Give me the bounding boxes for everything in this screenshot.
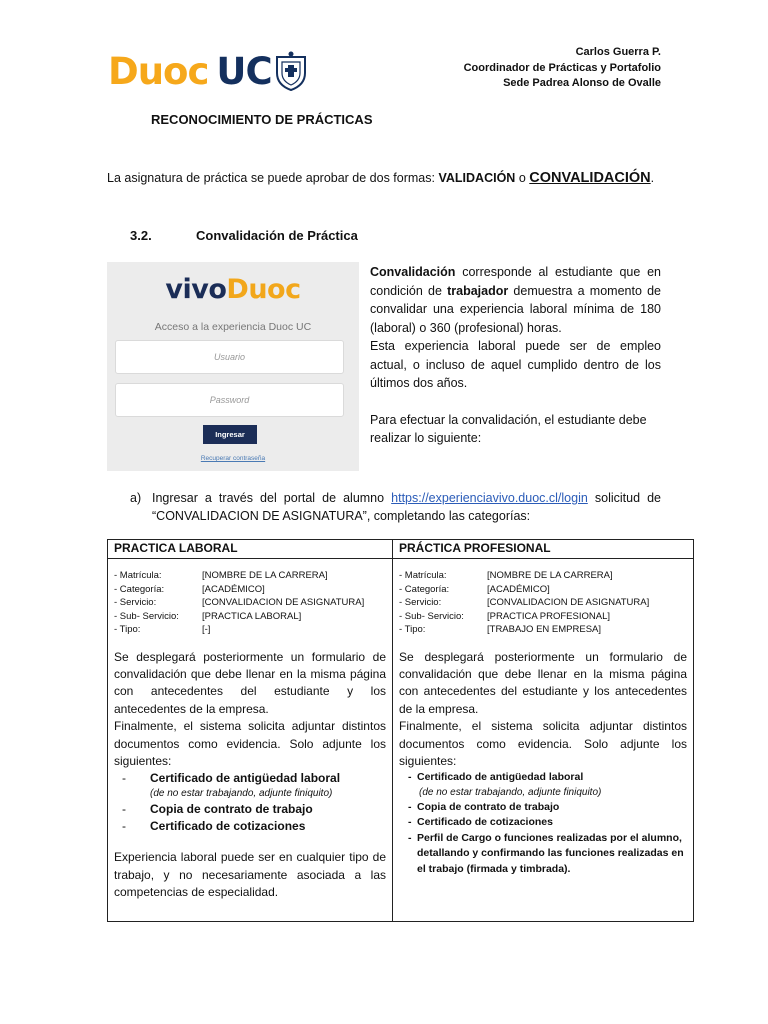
document-title: RECONOCIMIENTO DE PRÁCTICAS bbox=[151, 112, 373, 127]
field-value: [ACADÉMICO] bbox=[487, 583, 550, 595]
document-name: Copia de contrato de trabajo bbox=[417, 800, 560, 813]
intro-text: La asignatura de práctica se puede aprobar de dos formas: bbox=[107, 171, 435, 185]
term-convalidacion: Convalidación bbox=[370, 265, 456, 279]
description-paragraph-2: Esta experiencia laboral puede ser de empleo actual, o incluso de aquel cumplido dentro de los últimos dos años. bbox=[370, 339, 661, 390]
password-input[interactable]: Password bbox=[115, 383, 344, 417]
logo-duoc-text: Duoc bbox=[108, 49, 209, 93]
step-text-2: solicitud de “CONVALIDACION DE ASIGNATURA”, completando las categorías: bbox=[152, 491, 661, 523]
list-item: - Perfil de Cargo o funciones realizadas por el alumno, detallando y confirmando las funciones realizadas en el trabajo (firmada y timbrada). bbox=[399, 831, 687, 878]
vivo-logo-part2: Duoc bbox=[226, 274, 301, 305]
author-role: Coordinador de Prácticas y Portafolio bbox=[463, 61, 661, 74]
field-key: - Categoría: bbox=[399, 583, 450, 595]
list-item: - Copia de contrato de trabajo bbox=[399, 800, 687, 816]
description-paragraph-3: Para efectuar la convalidación, el estudiante debe realizar lo siguiente: bbox=[370, 412, 647, 445]
cell-practica-profesional bbox=[393, 559, 694, 922]
login-subtitle: Acceso a la experiencia Duoc UC bbox=[154, 321, 312, 333]
field-value: [PRACTICA LABORAL] bbox=[202, 610, 302, 622]
description-text-2: demuestra a momento de convalidar una experiencia laboral mínima de 180 (laboral) o 360 (profesional) horas. bbox=[370, 283, 661, 335]
list-item: - Certificado de cotizaciones bbox=[399, 815, 687, 831]
document-name: Certificado de cotizaciones bbox=[150, 819, 306, 834]
field-key: - Tipo: bbox=[114, 624, 141, 635]
intro-option-convalidacion: CONVALIDACIÓN bbox=[529, 170, 651, 186]
category-fields-profesional bbox=[399, 569, 687, 637]
vivoduoc-logo bbox=[107, 274, 359, 305]
duoc-uc-logo bbox=[108, 46, 308, 96]
document-name: Copia de contrato de trabajo bbox=[150, 802, 313, 817]
cell-practica-laboral bbox=[108, 559, 393, 922]
field-row bbox=[114, 610, 386, 624]
required-documents-profesional bbox=[399, 770, 687, 877]
login-button[interactable]: Ingresar bbox=[203, 425, 257, 444]
header-practica-profesional: PRÁCTICA PROFESIONAL bbox=[393, 540, 694, 559]
field-value: [-] bbox=[202, 624, 211, 635]
field-key: - Sub- Servicio: bbox=[399, 610, 464, 622]
field-row bbox=[399, 596, 687, 610]
experience-note: Experiencia laboral puede ser en cualquier tipo de trabajo, y no necesariamente asociada a las competencias de especialidad. bbox=[114, 850, 386, 900]
field-key: - Servicio: bbox=[399, 597, 442, 608]
step-label: a) bbox=[130, 491, 142, 505]
vivoduoc-login-screenshot bbox=[107, 262, 359, 471]
field-key: - Matrícula: bbox=[114, 570, 162, 581]
portal-link[interactable]: https://experienciavivo.duoc.cl/login bbox=[391, 491, 588, 505]
logo-uc-text: UC bbox=[216, 49, 272, 93]
author-block bbox=[464, 45, 661, 92]
author-name: Carlos Guerra P. bbox=[575, 46, 661, 58]
document-note: (de no estar trabajando, adjunte finiquito) bbox=[150, 788, 333, 800]
field-value: [PRACTICA PROFESIONAL] bbox=[487, 610, 610, 622]
field-value: [NOMBRE DE LA CARRERA] bbox=[202, 570, 328, 581]
description-paragraph-1 bbox=[370, 263, 661, 337]
field-key: - Categoría: bbox=[114, 583, 165, 595]
recover-password-link[interactable]: Recuperar contraseña bbox=[200, 455, 266, 462]
field-row bbox=[114, 596, 386, 610]
form-paragraph: Se desplegará posteriormente un formulario de convalidación que debe llenar en la misma página con antecedentes del estudiante y los antecedentes de la empresa. bbox=[399, 649, 687, 716]
document-name: Perfil de Cargo o funciones realizadas por el alumno, detallando y confirmando las funciones realizadas en el trabajo (firmada y timbrada). bbox=[417, 831, 684, 875]
document-name: Certificado de cotizaciones bbox=[417, 816, 553, 829]
vivo-logo-part1: vivo bbox=[165, 274, 227, 305]
document-name: Certificado de antigüedad laboral bbox=[150, 771, 341, 786]
table-header-row bbox=[108, 540, 694, 559]
field-row bbox=[399, 583, 687, 597]
field-value: [TRABAJO EN EMPRESA] bbox=[487, 624, 602, 635]
field-row bbox=[114, 623, 386, 637]
username-input[interactable]: Usuario bbox=[115, 340, 344, 374]
step-a bbox=[130, 489, 661, 525]
term-trabajador: trabajador bbox=[447, 283, 509, 298]
practice-comparison-table bbox=[107, 539, 694, 922]
intro-end: . bbox=[650, 171, 655, 185]
section-number: 3.2. bbox=[130, 228, 152, 243]
header-practica-laboral: PRACTICA LABORAL bbox=[108, 540, 393, 559]
field-key: - Servicio: bbox=[114, 597, 157, 608]
field-row bbox=[399, 623, 687, 637]
step-text-1: Ingresar a través del portal de alumno bbox=[152, 491, 392, 505]
field-value: [CONVALIDACION DE ASIGNATURA] bbox=[487, 597, 650, 608]
field-key: - Sub- Servicio: bbox=[114, 610, 179, 622]
list-item: - Certificado de antigüedad laboral bbox=[399, 770, 687, 786]
field-value: [ACADÉMICO] bbox=[202, 583, 265, 595]
field-value: [CONVALIDACION DE ASIGNATURA] bbox=[202, 597, 365, 608]
required-documents-laboral bbox=[114, 770, 386, 835]
document-note: (de no estar trabajando, adjunte finiquito) bbox=[419, 786, 602, 798]
form-paragraph: Se desplegará posteriormente un formulario de convalidación que debe llenar en la misma página con antecedentes del estudiante y los antecedentes de la empresa. bbox=[114, 649, 386, 716]
list-item: - Certificado de cotizaciones bbox=[122, 819, 306, 834]
field-row bbox=[399, 610, 687, 624]
field-row bbox=[399, 569, 687, 583]
attach-paragraph: Finalmente, el sistema solicita adjuntar distintos documentos como evidencia. Solo adjunte los siguientes: bbox=[114, 719, 386, 768]
description-text-1: corresponde al estudiante que en condición de bbox=[370, 265, 661, 298]
field-value: [NOMBRE DE LA CARRERA] bbox=[487, 570, 613, 581]
category-fields-laboral bbox=[114, 569, 386, 637]
university-seal-icon bbox=[274, 51, 308, 91]
document-name: Certificado de antigüedad laboral bbox=[417, 771, 584, 784]
intro-line bbox=[107, 170, 654, 186]
field-key: - Matrícula: bbox=[399, 570, 447, 581]
step-content bbox=[152, 489, 661, 525]
convalidation-description bbox=[370, 263, 661, 448]
table-row bbox=[108, 559, 694, 922]
intro-option-validacion: VALIDACIÓN bbox=[438, 171, 516, 185]
author-site: Sede Padrea Alonso de Ovalle bbox=[503, 77, 661, 89]
attach-paragraph: Finalmente, el sistema solicita adjuntar distintos documentos como evidencia. Solo adjunte los siguientes: bbox=[399, 719, 687, 768]
field-row bbox=[114, 569, 386, 583]
list-item: - Copia de contrato de trabajo bbox=[122, 802, 313, 817]
field-row bbox=[114, 583, 386, 597]
section-title: Convalidación de Práctica bbox=[196, 228, 358, 243]
field-key: - Tipo: bbox=[399, 624, 426, 635]
intro-connector: o bbox=[518, 171, 526, 185]
list-item: - Certificado de antigüedad laboral bbox=[122, 771, 341, 786]
